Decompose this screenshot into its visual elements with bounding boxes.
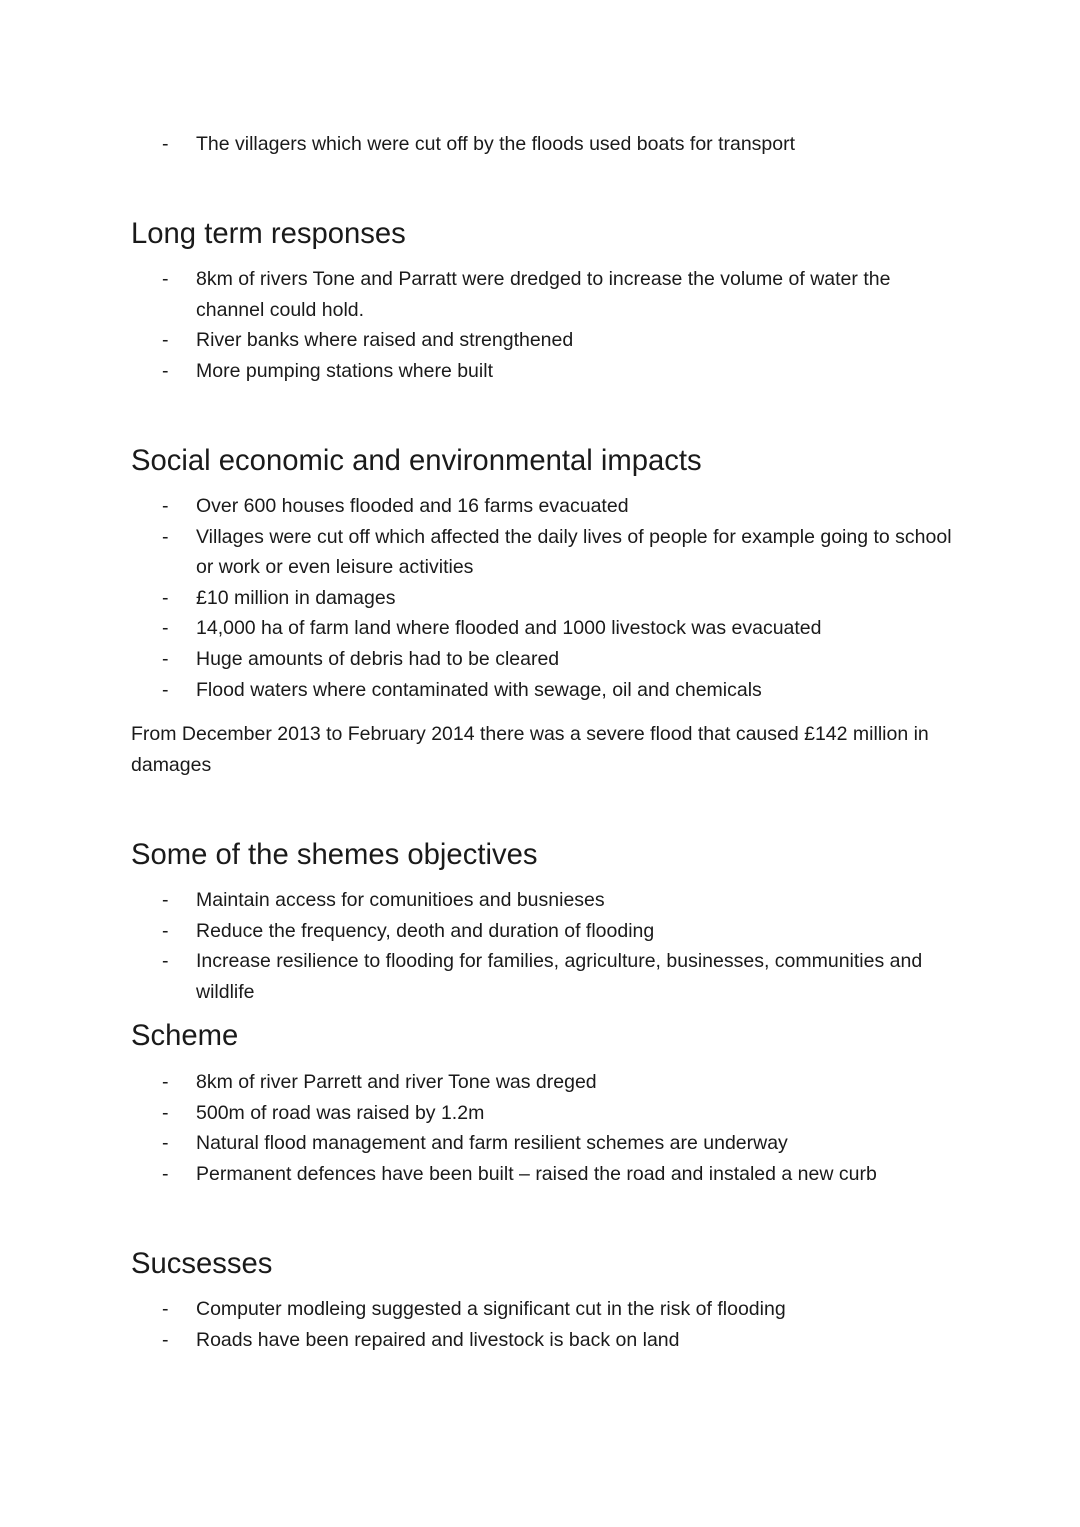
list-item: - Natural flood management and farm resilient schemes are underway	[0, 1128, 956, 1159]
bullet-dash: -	[162, 268, 169, 290]
list-item: - Villages were cut off which affected the daily lives of people for example going to school or work or even leisure activities	[0, 522, 956, 583]
bullet-dash: -	[162, 1101, 169, 1124]
list-item: - Huge amounts of debris had to be cleared	[0, 644, 956, 675]
bullet-dash: -	[162, 1298, 169, 1320]
bullet-dash: -	[162, 586, 169, 609]
bullet-dash: -	[162, 647, 169, 670]
bullet-dash: -	[162, 1132, 169, 1155]
list-item: - More pumping stations where built	[0, 356, 956, 387]
successes-heading: Sucsesses	[131, 1248, 273, 1280]
bullet-dash: -	[162, 359, 169, 382]
bullet-dash: -	[162, 525, 169, 548]
bullet-dash: -	[162, 889, 169, 911]
bullet-dash: -	[162, 133, 169, 155]
list-item: - 500m of road was raised by 1.2m	[0, 1098, 956, 1129]
list-item: - Permanent defences have been built – raised the road and instaled a new curb	[0, 1159, 956, 1190]
objectives-bullet-list	[0, 885, 956, 1007]
bullet-dash: -	[162, 678, 169, 701]
list-item: - River banks where raised and strengthened	[0, 325, 956, 356]
list-item: - 8km of river Parrett and river Tone was dreged	[0, 1067, 956, 1098]
bullet-dash: -	[162, 495, 169, 517]
list-item: - Over 600 houses flooded and 16 farms evacuated	[0, 491, 956, 522]
list-item: - Maintain access for comunitioes and busnieses	[0, 885, 956, 916]
bullet-dash: -	[162, 1071, 169, 1093]
list-item: - £10 million in damages	[0, 583, 956, 614]
objectives-heading: Some of the shemes objectives	[131, 839, 538, 871]
list-item: - Computer modleing suggested a significant cut in the risk of flooding	[0, 1294, 956, 1325]
list-item: - 14,000 ha of farm land where flooded and 1000 livestock was evacuated	[0, 613, 956, 644]
bullet-dash: -	[162, 1162, 169, 1185]
long-term-heading: Long term responses	[131, 218, 406, 250]
list-item: - Flood waters where contaminated with sewage, oil and chemicals	[0, 675, 956, 706]
list-item: - 8km of rivers Tone and Parratt were dredged to increase the volume of water the channel could hold.	[0, 264, 956, 325]
bullet-dash: -	[162, 329, 169, 352]
intro-bullet-list	[0, 129, 956, 160]
flood-paragraph: From December 2013 to February 2014 there was a severe flood that caused £142 million in damages	[131, 723, 929, 776]
bullet-dash: -	[162, 1328, 169, 1351]
successes-bullet-list	[0, 1294, 956, 1355]
list-item: - The villagers which were cut off by the floods used boats for transport	[0, 129, 956, 160]
scheme-heading: Scheme	[131, 1020, 239, 1052]
long-term-bullet-list	[0, 264, 956, 386]
list-item: - Roads have been repaired and livestock is back on land	[0, 1325, 956, 1356]
impacts-heading: Social economic and environmental impacts	[131, 445, 702, 477]
bullet-dash: -	[162, 919, 169, 942]
bullet-dash: -	[162, 950, 169, 973]
bullet-dash: -	[162, 617, 169, 640]
impacts-bullet-list	[0, 491, 956, 705]
list-item: - Increase resilience to flooding for families, agriculture, businesses, communities and wildlife	[0, 946, 956, 1007]
list-item: - Reduce the frequency, deoth and duration of flooding	[0, 916, 956, 947]
scheme-bullet-list	[0, 1067, 956, 1189]
